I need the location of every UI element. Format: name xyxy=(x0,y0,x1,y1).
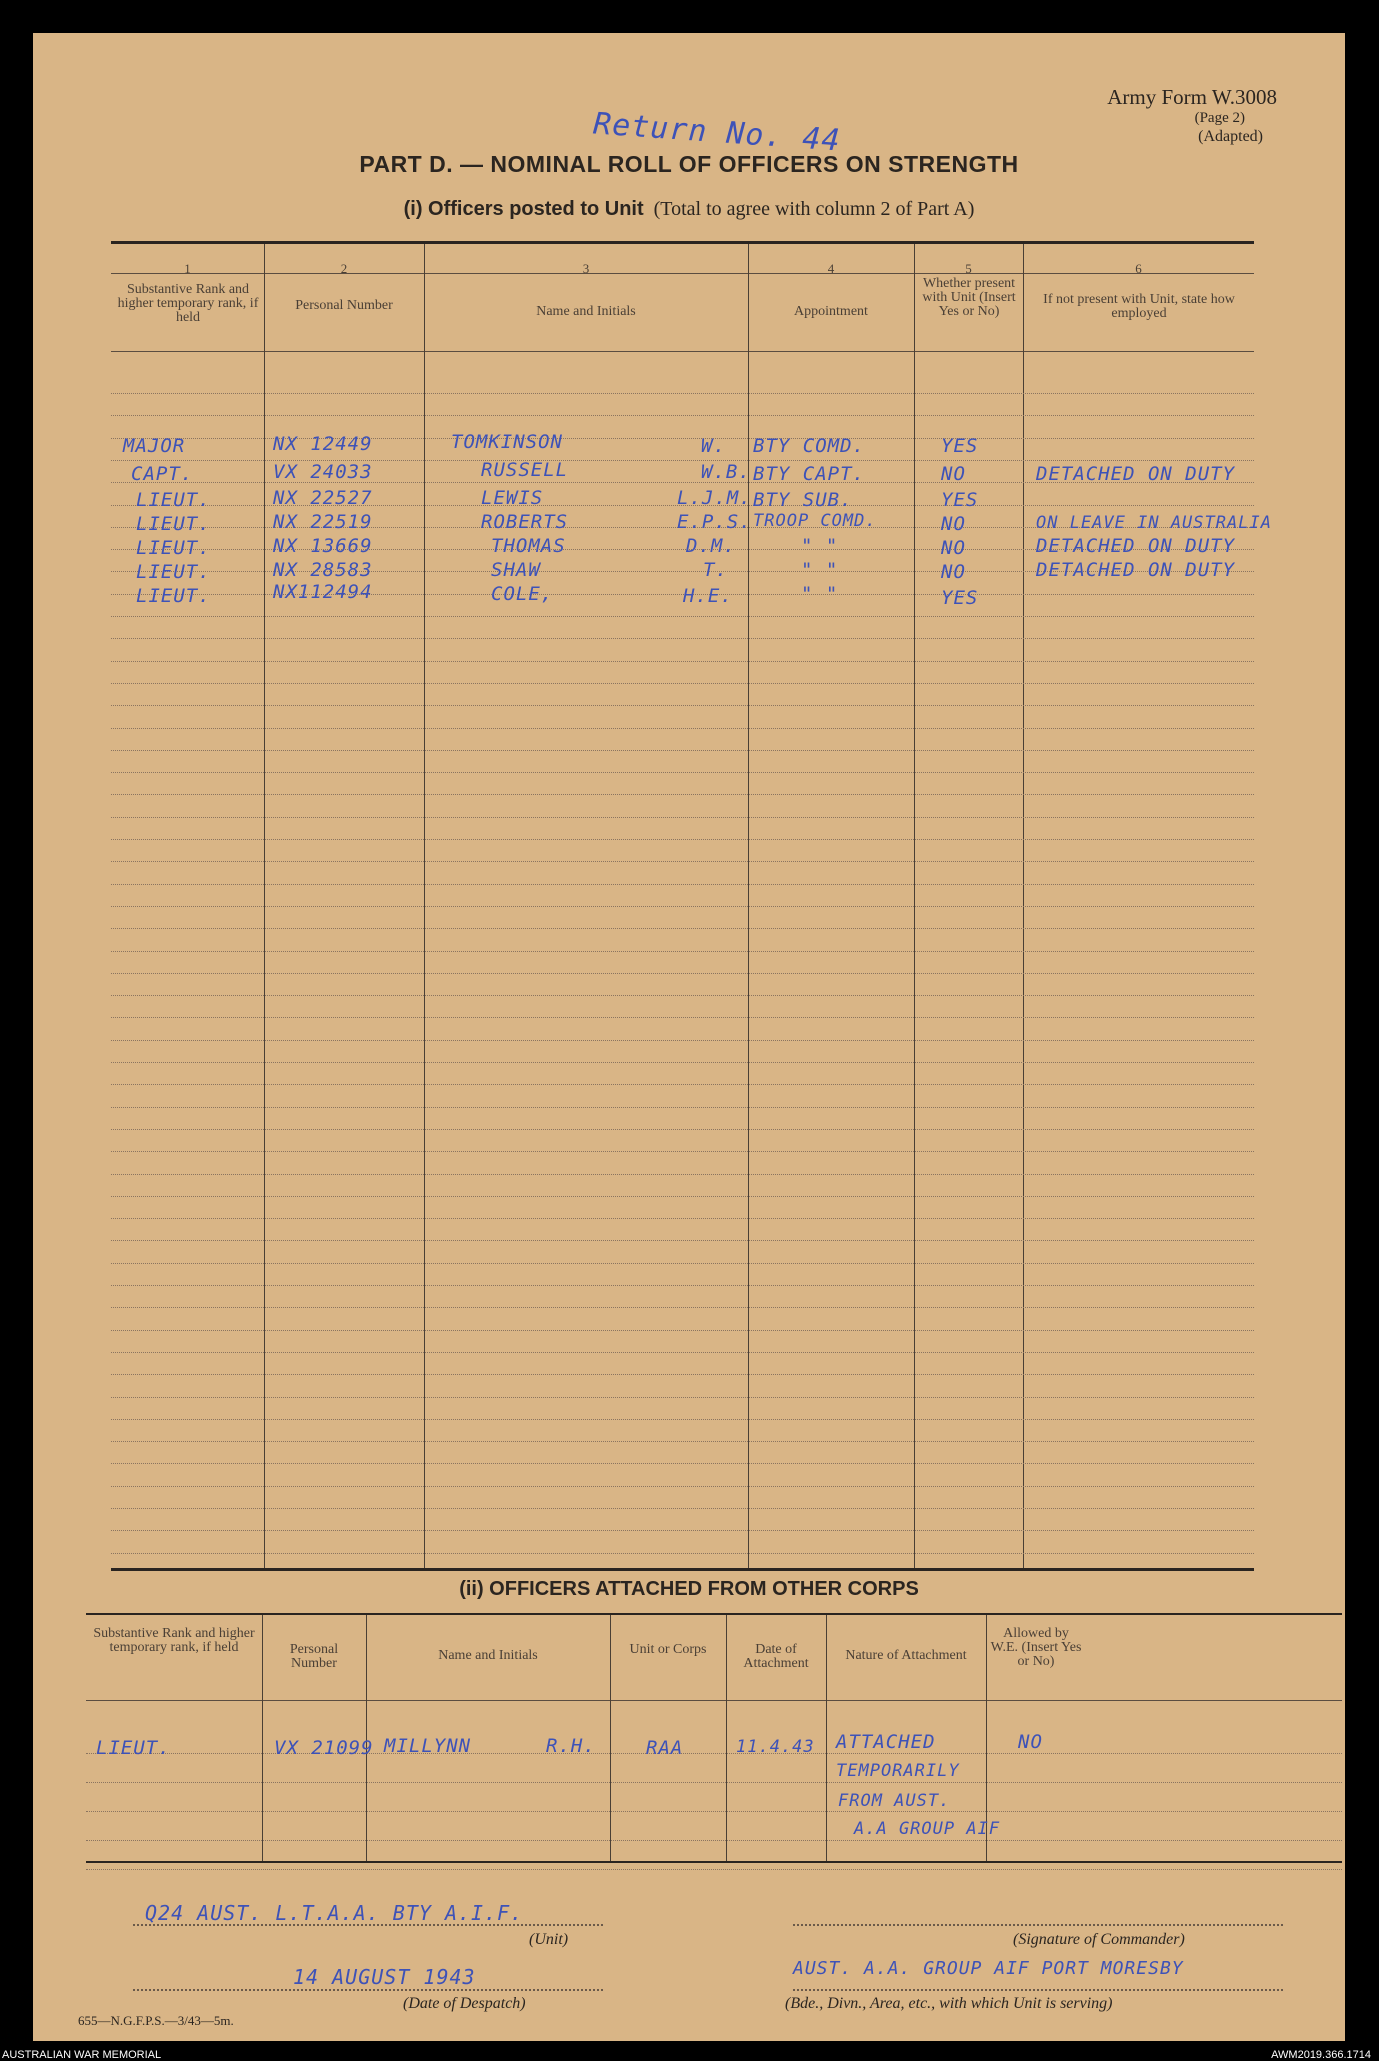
part-title: PART D. — NOMINAL ROLL OF OFFICERS ON STRENGTH xyxy=(359,151,1019,177)
table2-header-rule xyxy=(86,1700,1342,1701)
ruled-line xyxy=(111,1310,1254,1331)
entry-appointment: BTY CAPT. xyxy=(753,463,865,485)
ruled-line xyxy=(111,997,1254,1018)
date-caption: (Date of Despatch) xyxy=(403,1995,526,2012)
entry-rank: LIEUT. xyxy=(136,561,211,583)
ruled-line xyxy=(111,1399,1254,1420)
entry-rank: MAJOR xyxy=(123,435,186,457)
entry-present: YES xyxy=(941,435,979,457)
entry-present: YES xyxy=(941,489,979,511)
t2-header-rank: Substantive Rank and higher temporary rank, if held xyxy=(93,1626,255,1655)
form-number: Army Form W.3008 xyxy=(1107,85,1277,109)
entry-number: NX 28583 xyxy=(273,559,373,581)
handwritten-return-number: Return No. 44 xyxy=(592,106,842,159)
entry-rank: LIEUT. xyxy=(136,513,211,535)
entry-name: SHAW xyxy=(491,559,541,581)
entry-initials: E.P.S. xyxy=(677,511,752,533)
t2-entry-nature-2: TEMPORARILY xyxy=(836,1761,960,1781)
ruled-line xyxy=(111,1265,1254,1286)
signature-caption: (Signature of Commander) xyxy=(1013,1931,1185,1948)
t2-entry-unit: RAA xyxy=(646,1737,684,1759)
ruled-line xyxy=(111,774,1254,795)
form-adapted: (Adapted) xyxy=(1198,128,1263,145)
entry-initials: H.E. xyxy=(683,585,733,607)
serving-caption: (Bde., Divn., Area, etc., with which Unit is serving) xyxy=(785,1995,1113,2012)
col-number-2: 2 xyxy=(340,261,348,276)
col-number-3: 3 xyxy=(582,261,590,276)
printer-mark: 655—N.G.F.P.S.—3/43—5m. xyxy=(78,2013,234,2028)
t2-entry-name: MILLYNN xyxy=(384,1735,472,1757)
ruled-line xyxy=(111,1243,1254,1264)
ruled-line xyxy=(111,1087,1254,1108)
ruled-line xyxy=(111,975,1254,996)
entry-initials: W. xyxy=(701,435,726,457)
t2-header-date: Date of Attachment xyxy=(743,1642,809,1671)
t2-header-unit: Unit or Corps xyxy=(629,1642,707,1657)
col-number-6: 6 xyxy=(1135,261,1142,276)
ruled-line xyxy=(111,1421,1254,1442)
ruled-line xyxy=(111,1042,1254,1063)
ruled-line xyxy=(111,1064,1254,1085)
despatch-date-value: 14 AUGUST 1943 xyxy=(293,1965,476,1989)
entry-name: ROBERTS xyxy=(481,511,569,533)
ruled-line xyxy=(111,864,1254,885)
entry-present: NO xyxy=(941,513,966,535)
ruled-line xyxy=(111,931,1254,952)
ruled-line xyxy=(111,953,1254,974)
ruled-line xyxy=(111,1198,1254,1219)
entry-employed: DETACHED ON DUTY xyxy=(1036,559,1236,581)
t2-header-nature: Nature of Attachment xyxy=(845,1648,967,1663)
entry-number: NX 12449 xyxy=(273,433,373,455)
col-number-5: 5 xyxy=(965,261,972,276)
ruled-line xyxy=(111,663,1254,684)
ruled-line xyxy=(111,1377,1254,1398)
table2-bottom-rule xyxy=(86,1861,1342,1863)
t2-header-allowed: Allowed by W.E. (Insert Yes or No) xyxy=(990,1626,1082,1669)
entry-number: VX 24033 xyxy=(273,461,373,483)
entry-name: LEWIS xyxy=(481,487,544,509)
entry-name: THOMAS xyxy=(491,535,566,557)
entry-appointment: " " xyxy=(801,583,839,605)
entry-present: NO xyxy=(941,561,966,583)
header-rule xyxy=(111,351,1254,352)
entry-present: YES xyxy=(941,587,979,609)
attached-officers-title: (ii) OFFICERS ATTACHED FROM OTHER CORPS xyxy=(459,1578,919,1600)
entry-employed: DETACHED ON DUTY xyxy=(1036,463,1236,485)
entry-appointment: BTY SUB. xyxy=(753,489,853,511)
header-personal-number: Personal Number xyxy=(295,298,393,313)
entry-rank: LIEUT. xyxy=(136,585,211,607)
header-rank: Substantive Rank and higher temporary rank, if held xyxy=(117,282,259,325)
ruled-line xyxy=(111,886,1254,907)
entry-initials: T. xyxy=(703,559,728,581)
entry-employed: ON LEAVE IN AUSTRALIA xyxy=(1036,513,1272,533)
ruled-line xyxy=(111,1176,1254,1197)
entry-number: NX 13669 xyxy=(273,535,373,557)
table-top-rule xyxy=(111,241,1254,244)
ruled-line xyxy=(111,1533,1254,1554)
entry-employed: DETACHED ON DUTY xyxy=(1036,535,1236,557)
t2-entry-date: 11.4.43 xyxy=(736,1737,815,1757)
t2-header-number: Personal Number xyxy=(289,1642,339,1671)
header-name: Name and Initials xyxy=(536,304,636,319)
subtitle-bold: (i) Officers posted to Unit xyxy=(403,198,644,220)
subtitle-rest: (Total to agree with column 2 of Part A) xyxy=(653,198,975,220)
archive-reference: AWM2019.366.1714 xyxy=(1271,2049,1371,2061)
ruled-line xyxy=(111,1020,1254,1041)
date-line xyxy=(133,1988,603,1991)
entry-appointment: " " xyxy=(801,559,839,581)
ruled-line xyxy=(111,618,1254,639)
ruled-line xyxy=(111,819,1254,840)
ruled-line xyxy=(111,1332,1254,1353)
ruled-line xyxy=(111,373,1254,394)
archive-credit: AUSTRALIAN WAR MEMORIAL xyxy=(2,2049,162,2061)
t2-header-name: Name and Initials xyxy=(438,1648,538,1663)
ruled-line xyxy=(111,1488,1254,1509)
entry-appointment: BTY COMD. xyxy=(753,435,865,457)
ruled-line xyxy=(86,1762,1342,1783)
t2-entry-nature-3: FROM AUST. xyxy=(838,1791,951,1811)
table-bottom-rule xyxy=(111,1568,1254,1571)
signature-line xyxy=(793,1923,1283,1926)
entry-appointment: TROOP COMD. xyxy=(753,511,877,531)
header-appointment: Appointment xyxy=(794,304,868,319)
ruled-line xyxy=(86,1820,1342,1841)
ruled-line xyxy=(111,752,1254,773)
unit-caption: (Unit) xyxy=(529,1931,569,1948)
officers-posted-table xyxy=(111,241,1272,1571)
ruled-line xyxy=(111,641,1254,662)
table2-top-rule xyxy=(86,1613,1342,1615)
ruled-line xyxy=(111,841,1254,862)
ruled-line xyxy=(86,1849,1342,1870)
ruled-line xyxy=(111,1109,1254,1130)
ruled-line xyxy=(111,908,1254,929)
header-employed: If not present with Unit, state how employed xyxy=(1043,292,1235,321)
section-subtitle xyxy=(33,198,1345,221)
col-number-4: 4 xyxy=(827,261,835,276)
ruled-line xyxy=(111,1510,1254,1531)
entry-rank: LIEUT. xyxy=(136,489,211,511)
ruled-line xyxy=(111,1154,1254,1175)
entry-appointment: " " xyxy=(801,535,839,557)
entry-initials: W.B. xyxy=(701,461,751,483)
t2-entry-initials: R.H. xyxy=(546,1735,596,1757)
ruled-line xyxy=(111,395,1254,416)
entry-name: COLE, xyxy=(491,583,554,605)
ruled-line xyxy=(111,1354,1254,1375)
t2-entry-rank: LIEUT. xyxy=(96,1737,171,1759)
entry-number: NX 22519 xyxy=(273,511,373,533)
header-present: Whether present with Unit (Insert Yes or No) xyxy=(922,276,1016,319)
entry-name: RUSSELL xyxy=(481,459,569,481)
ruled-line xyxy=(111,730,1254,751)
col-number-1: 1 xyxy=(184,261,191,276)
form-sheet xyxy=(33,33,1345,2041)
entry-present: NO xyxy=(941,463,966,485)
ruled-line xyxy=(111,708,1254,729)
ruled-line xyxy=(111,1220,1254,1241)
ruled-line xyxy=(111,1287,1254,1308)
unit-line xyxy=(133,1923,603,1926)
entry-rank: LIEUT. xyxy=(136,537,211,559)
ruled-line xyxy=(86,1791,1342,1812)
entry-initials: L.J.M. xyxy=(677,487,752,509)
t2-entry-number: VX 21099 xyxy=(274,1737,374,1759)
entry-number: NX112494 xyxy=(273,581,373,603)
attached-officers-table xyxy=(86,1613,1342,1863)
serving-value: AUST. A.A. GROUP AIF PORT MORESBY xyxy=(793,1958,1184,1979)
ruled-line xyxy=(111,1131,1254,1152)
t2-entry-nature-1: ATTACHED xyxy=(836,1731,936,1753)
entry-number: NX 22527 xyxy=(273,487,373,509)
entry-present: NO xyxy=(941,537,966,559)
serving-line xyxy=(793,1988,1283,1991)
ruled-line xyxy=(111,685,1254,706)
unit-value: Q24 AUST. L.T.A.A. BTY A.I.F. xyxy=(145,1901,524,1925)
t2-entry-allowed: NO xyxy=(1018,1731,1043,1753)
entry-rank: CAPT. xyxy=(131,463,194,485)
entry-name: TOMKINSON xyxy=(451,431,563,453)
t2-entry-nature-4: A.A GROUP AIF xyxy=(854,1819,1001,1839)
form-page: (Page 2) xyxy=(1194,110,1245,126)
ruled-line xyxy=(111,1466,1254,1487)
entry-initials: D.M. xyxy=(686,535,736,557)
ruled-line xyxy=(111,797,1254,818)
ruled-line xyxy=(111,1443,1254,1464)
